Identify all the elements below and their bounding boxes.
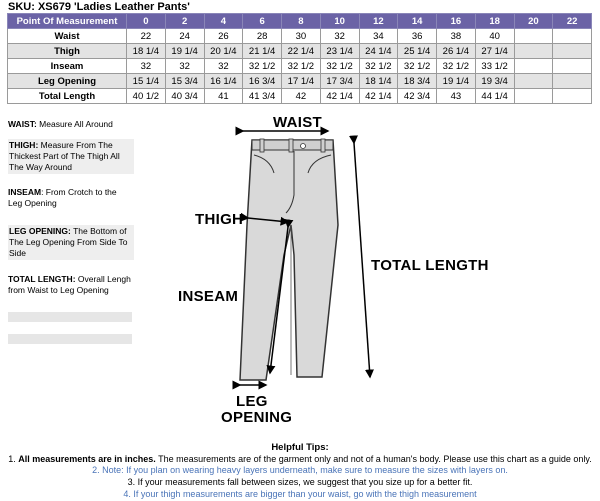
table-cell: 42 1/4 xyxy=(359,89,398,104)
table-cell: 32 xyxy=(204,59,243,74)
table-cell: 17 1/4 xyxy=(282,74,321,89)
size-header: 2 xyxy=(165,14,204,29)
table-cell xyxy=(514,59,553,74)
row-label: Waist xyxy=(8,29,127,44)
row-label: Thigh xyxy=(8,44,127,59)
table-cell: 32 1/2 xyxy=(359,59,398,74)
table-cell: 24 1/4 xyxy=(359,44,398,59)
table-cell: 41 xyxy=(204,89,243,104)
pants-diagram xyxy=(170,115,390,405)
table-cell: 32 1/2 xyxy=(398,59,437,74)
size-header: 22 xyxy=(553,14,592,29)
table-cell: 32 xyxy=(165,59,204,74)
definition-waist xyxy=(8,119,132,130)
table-cell: 19 1/4 xyxy=(437,74,476,89)
size-header: 10 xyxy=(320,14,359,29)
size-header: 4 xyxy=(204,14,243,29)
table-cell: 28 xyxy=(243,29,282,44)
definition-text: The Bottom of The Leg Opening From Side To Side xyxy=(9,226,128,258)
table-cell: 40 1/2 xyxy=(127,89,166,104)
tip-1-rest: The measurements are of the garment only and not of a human's body. Please use this chart as a guide only. xyxy=(155,454,592,464)
table-cell: 16 3/4 xyxy=(243,74,282,89)
button xyxy=(301,144,306,149)
thigh-caption: THIGH xyxy=(195,211,244,228)
table-row xyxy=(8,89,592,104)
leg-caption: LEG xyxy=(236,393,268,410)
definition-text: : From Crotch to the Leg Opening xyxy=(8,187,117,208)
empty-definition-row xyxy=(8,312,132,322)
table-cell xyxy=(553,89,592,104)
table-cell: 26 xyxy=(204,29,243,44)
table-cell: 17 3/4 xyxy=(320,74,359,89)
size-header: 6 xyxy=(243,14,282,29)
table-cell: 36 xyxy=(398,29,437,44)
table-cell: 32 xyxy=(127,59,166,74)
table-cell: 32 1/2 xyxy=(320,59,359,74)
definition-leg-opening xyxy=(8,225,134,260)
total-length-caption: TOTAL LENGTH xyxy=(371,257,489,274)
table-cell: 32 1/2 xyxy=(243,59,282,74)
definition-label: TOTAL LENGTH: xyxy=(8,274,76,284)
definition-label: WAIST: xyxy=(8,119,37,129)
table-cell: 24 xyxy=(165,29,204,44)
total-length-arrow xyxy=(354,143,370,377)
table-cell: 30 xyxy=(282,29,321,44)
table-cell: 32 1/2 xyxy=(437,59,476,74)
row-label: Leg Opening xyxy=(8,74,127,89)
table-cell xyxy=(514,44,553,59)
belt-loop xyxy=(260,139,264,152)
table-row xyxy=(8,44,592,59)
size-header: 0 xyxy=(127,14,166,29)
table-cell xyxy=(514,29,553,44)
table-cell: 43 xyxy=(437,89,476,104)
table-cell: 18 3/4 xyxy=(398,74,437,89)
table-cell: 27 1/4 xyxy=(475,44,514,59)
definition-inseam xyxy=(8,187,132,209)
table-cell: 26 1/4 xyxy=(437,44,476,59)
opening-caption: OPENING xyxy=(221,409,293,426)
helpful-tips-title: Helpful Tips: xyxy=(271,442,329,453)
definition-label: THIGH: xyxy=(9,140,39,150)
table-cell xyxy=(553,29,592,44)
table-row xyxy=(8,74,592,89)
definition-total-length xyxy=(8,274,132,296)
point-of-measurement-header: Point Of Measurement xyxy=(8,14,127,29)
table-cell: 15 1/4 xyxy=(127,74,166,89)
definition-text: Overall Lengh from Waist to Leg Opening xyxy=(8,274,131,295)
row-label: Total Length xyxy=(8,89,127,104)
table-cell xyxy=(553,44,592,59)
table-cell: 18 1/4 xyxy=(359,74,398,89)
tip-1-prefix: 1. xyxy=(8,454,19,464)
table-cell: 22 xyxy=(127,29,166,44)
table-cell: 41 3/4 xyxy=(243,89,282,104)
tip-3: 3. If your measurements fall between sizes, we suggest that you size up for a better fit. xyxy=(127,477,473,487)
pants-outline xyxy=(240,140,338,380)
table-cell xyxy=(514,74,553,89)
row-label: Inseam xyxy=(8,59,127,74)
table-cell: 23 1/4 xyxy=(320,44,359,59)
table-cell: 38 xyxy=(437,29,476,44)
table-cell: 40 xyxy=(475,29,514,44)
definition-label: INSEAM xyxy=(8,187,42,197)
table-cell: 34 xyxy=(359,29,398,44)
table-cell: 25 1/4 xyxy=(398,44,437,59)
table-cell: 19 3/4 xyxy=(475,74,514,89)
tip-1 xyxy=(0,454,600,464)
table-row xyxy=(8,29,592,44)
tip-1-bold: All measurements are in inches. xyxy=(18,454,156,464)
table-cell: 22 1/4 xyxy=(282,44,321,59)
size-header-row xyxy=(8,14,592,29)
inseam-caption: INSEAM xyxy=(178,288,239,305)
definition-label: LEG OPENING: xyxy=(9,226,71,236)
size-header: 16 xyxy=(437,14,476,29)
size-header: 8 xyxy=(282,14,321,29)
belt-loop xyxy=(321,139,325,152)
size-header: 12 xyxy=(359,14,398,29)
table-cell: 42 1/4 xyxy=(320,89,359,104)
table-cell: 42 xyxy=(282,89,321,104)
definition-thigh xyxy=(8,139,134,174)
table-cell: 42 3/4 xyxy=(398,89,437,104)
table-cell: 20 1/4 xyxy=(204,44,243,59)
table-cell: 32 1/2 xyxy=(282,59,321,74)
tip-4: 4. If your thigh measurements are bigger than your waist, go with the thigh measurement xyxy=(123,489,477,499)
definition-text: Measure From The Thickest Part of The Thigh All The Way Around xyxy=(9,140,120,172)
table-cell: 21 1/4 xyxy=(243,44,282,59)
table-cell xyxy=(514,89,553,104)
table-cell: 32 xyxy=(320,29,359,44)
size-header: 14 xyxy=(398,14,437,29)
table-cell: 33 1/2 xyxy=(475,59,514,74)
table-cell: 16 1/4 xyxy=(204,74,243,89)
tip-2: 2. Note: If you plan on wearing heavy layers underneath, make sure to measure the sizes with layers on. xyxy=(92,465,508,475)
definition-text: Measure All Around xyxy=(36,119,113,129)
table-cell: 19 1/4 xyxy=(165,44,204,59)
size-chart-table xyxy=(7,13,592,104)
size-header: 18 xyxy=(475,14,514,29)
table-cell: 40 3/4 xyxy=(165,89,204,104)
size-header: 20 xyxy=(514,14,553,29)
table-row xyxy=(8,59,592,74)
table-cell xyxy=(553,74,592,89)
table-cell: 15 3/4 xyxy=(165,74,204,89)
table-cell: 44 1/4 xyxy=(475,89,514,104)
sku-title: SKU: XS679 'Ladies Leather Pants' xyxy=(8,1,190,13)
waist-caption: WAIST xyxy=(273,114,322,131)
table-cell xyxy=(553,59,592,74)
empty-definition-row xyxy=(8,334,132,344)
table-cell: 18 1/4 xyxy=(127,44,166,59)
belt-loop xyxy=(289,139,293,152)
